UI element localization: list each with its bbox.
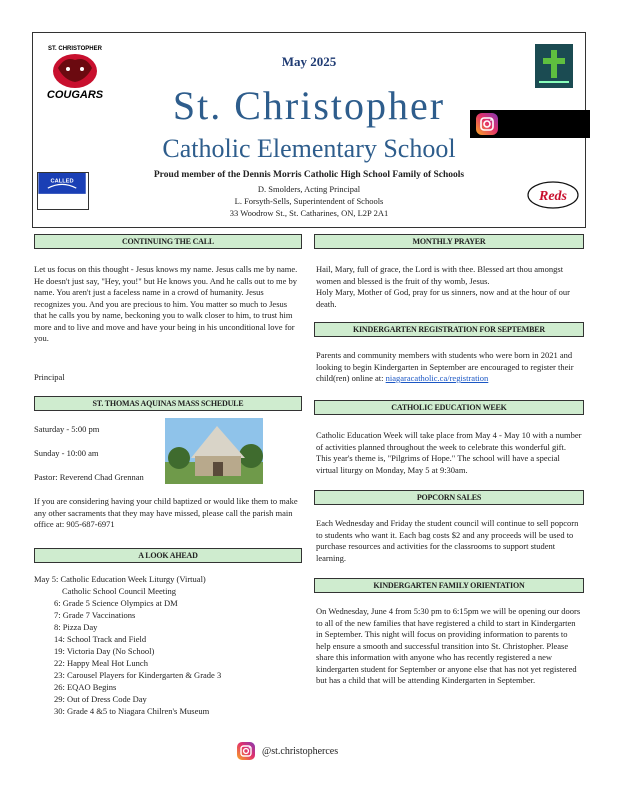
address-line: 33 Woodrow St., St. Catharines, ON, L2P 2A1 [229,208,389,218]
called-logo-text: CALLED [50,178,74,185]
mass-pastor: Pastor: Reverend Chad Grennan [34,472,144,482]
list-item: 19: Victoria Day (No School) [54,646,155,656]
section-header-popcorn: POPCORN SALES [314,490,584,505]
superintendent-line: L. Forsyth-Sells, Superintendent of Schools [234,196,384,206]
cougars-logo-bottom-text: COUGARS [46,89,104,101]
cougars-logo-top-text: ST. CHRISTOPHER [48,46,102,52]
prayer-body-2: Holy Mary, Mother of God, pray for us sinners, now and at the hour of our death. [316,287,570,309]
list-item: 22: Happy Meal Hot Lunch [54,658,148,668]
list-item: 14: School Track and Field [54,634,147,644]
church-photo [165,418,263,484]
k-orientation-body: On Wednesday, June 4 from 5:30 pm to 6:15pm we will be opening our doors to all of the new families that have registered a child to start in Kindergarten in September. This night will focus on providing information to parents to help ensure a smooth and successful transition into St. Christopher. Please share this information with anyone who has recently registered a new kindergarten student for September or anyone else that has not yet registered but has a child that will be attending Kindergarten in September. [316,606,581,685]
mass-body: If you are considering having your child baptized or would like them to make any other sacraments that they may have missed, please call the parish main office at: 905-687-6971 [34,496,298,529]
continuing-call-body: Let us focus on this thought - Jesus knows my name. Jesus calls me by name. He doesn't just say, "Hey, you!" but He knows you. And he calls out to me by name. You aren't just a faceless name in a crowd of humanity. Jesus recognizes you. And you are precious to him. You matter so much to Jesus that he calls you by name, beckoning you to walk closer to him, to trust him more and to live and move and have your being in his unconditional love for you. [34,264,298,343]
section-header-monthly-prayer: MONTHLY PRAYER [314,234,584,249]
issue-date: May 2025 [281,54,337,69]
section-header-look-ahead: A LOOK AHEAD [34,548,302,563]
mass-sunday: Sunday - 10:00 am [34,448,99,458]
cew-body: Catholic Education Week will take place from May 4 - May 10 with a number of activities planned throughout the week to celebrate this wonderful gift. This year's theme is, "Pilgrims of Hope." The school will have a special virtual liturgy on Monday, May 5 at 9:30am. [316,430,582,475]
principal-line: D. Smolders, Acting Principal [257,184,361,194]
list-item: 29: Out of Dress Code Day [54,694,147,704]
list-item: 26: EQAO Begins [54,682,117,692]
popcorn-body: Each Wednesday and Friday the student council will continue to sell popcorn to students who want it. Each bag costs $2 and any proceeds will be used to purchase resources and activities for the classrooms to support student learning. [316,518,579,563]
list-item: 30: Grade 4 &5 to Niagara Chilren's Museum [54,706,210,716]
section-header-continuing-call: CONTINUING THE CALL [34,234,302,249]
instagram-icon[interactable] [237,742,255,760]
section-header-mass-schedule: ST. THOMAS AQUINAS MASS SCHEDULE [34,396,302,411]
prayer-body: Hail, Mary, full of grace, the Lord is with thee. Blessed art thou amongst women and blessed is the fruit of thy womb, Jesus. [316,264,564,286]
tagline: Proud member of the Dennis Morris Catholic High School Family of Schools [153,170,465,180]
list-item: 23: Carousel Players for Kindergarten & Grade 3 [54,670,222,680]
list-item: May 5: Catholic Education Week Liturgy (Virtual) [34,574,206,584]
list-item: 6: Grade 5 Science Olympics at DM [54,598,178,608]
k-registration-body [316,350,582,385]
list-item: 8: Pizza Day [54,622,98,632]
k-registration-text: Parents and community members with students who were born in 2021 and looking to begin Kindergarten in September are encouraged to register their child(ren) online at: [316,350,574,383]
section-header-cew: CATHOLIC EDUCATION WEEK [314,400,584,415]
list-item: 7: Grade 7 Vaccinations [54,610,136,620]
school-name: St. Christopher [172,83,446,128]
registration-link[interactable]: niagaracatholic.ca/registration [385,373,489,383]
reds-logo-text: Reds [539,189,567,204]
mass-saturday: Saturday - 5:00 pm [34,424,100,434]
list-item: Catholic School Council Meeting [62,586,177,596]
continuing-call-signoff: Principal [34,372,65,382]
school-subtitle: Catholic Elementary School [162,134,456,163]
instagram-handle[interactable]: @st.christopherces [262,746,339,757]
section-header-k-registration: KINDERGARTEN REGISTRATION FOR SEPTEMBER [314,322,584,337]
section-header-k-orientation: KINDERGARTEN FAMILY ORIENTATION [314,578,584,593]
